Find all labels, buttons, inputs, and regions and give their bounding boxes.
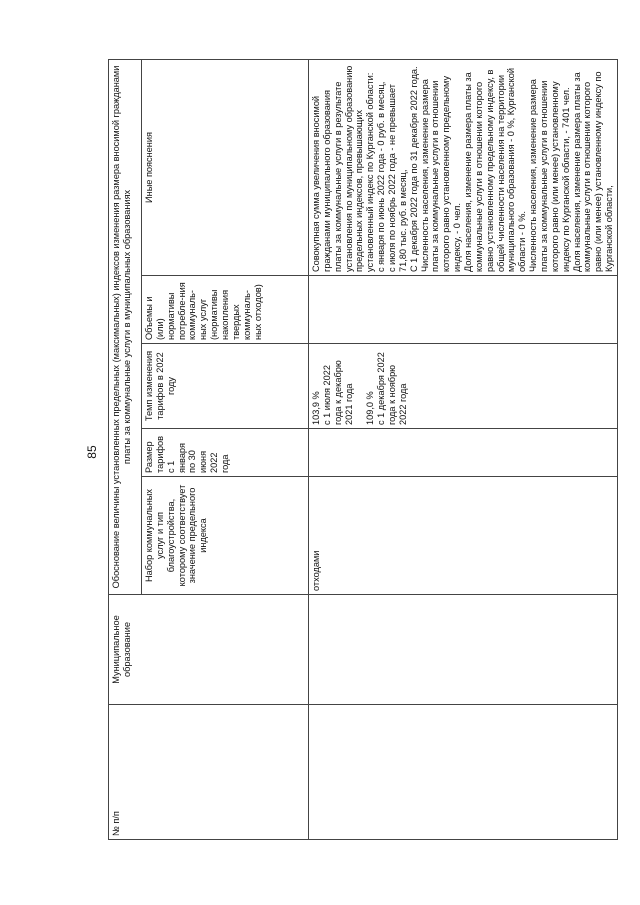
cell-services: отходами [309,477,618,595]
header-tariff-rate: Темп изменения тарифов в 2022 году [142,344,309,429]
cell-tariff-rate: 103,9 % с 1 июля 2022 года к декабрю 2021 года 109,0 % с 1 декабря 2022 года к ноябрю 2022 года [309,344,618,429]
cell-volumes [309,276,618,344]
rotated-sheet [108,60,615,840]
page-number: 85 [85,445,99,459]
cell-municipality [309,595,618,705]
header-volumes: Объемы и (или) нормативы потребле-ния коммуналь-ных услуг (нормативы накопления твердых коммуналь-ных отходов) [142,276,309,344]
cell-tariff-size [309,429,618,477]
header-services: Набор коммунальных услуг и тип благоустройства, которому соответствует значение предельного индекса [142,477,309,595]
header-tariff-size: Размер тарифов с 1 января по 30 июня 2022 года [142,429,309,477]
cell-num [309,705,618,840]
table-row [309,59,618,839]
cell-other: Совокупная сумма увеличения вносимой гражданами муниципального образования платы за коммунальные услуги в результате установления по муниципальному образованию предельных индексов, превышающих установленный индекс по Курганской области: с января по июнь 2022 года - 0 руб. в месяц, с июля по ноябрь 2022 года - не превышает 71,80 тыс. руб. в месяц, С 1 декабря 2022 года по 31 декабря 2022 года. Численность населения, изменение размера платы за коммунальные услуги в отношении которого равно установленному предельному индексу, - 0 чел. Доля населения, изменение размера платы за коммунальные услуги в отношении которого равно установленному предельному индексу, в общей численности населения на территории муниципального образования - 0 %, Курганской области - 0 %. Численность населения, изменение размера платы за коммунальные услуги в отношении которого равно (или менее) установленному индексу по Курганской области, - 7401 чел. Доля населения, изменение размера платы за коммунальные услуги в отношении которого равно (или менее) установленному индексу по Курганской области, [309,59,618,275]
justification-table [108,59,618,840]
header-num: № п/п [109,705,309,840]
header-justification: Обоснование величины установленных предельных (максимальных) индексов изменения размера вносимой гражданами платы за коммунальные услуги в муниципальных образованиях [109,59,142,594]
header-other: Иные пояснения [142,59,309,275]
header-municipality: Муниципальное образование [109,595,309,705]
